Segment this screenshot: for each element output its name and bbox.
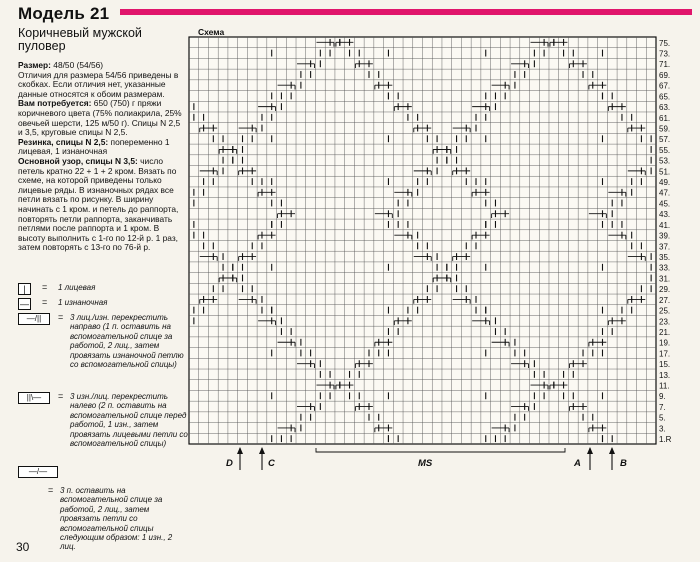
legend-text: 1 изнаночная [58,298,108,307]
row-number: 55. [659,145,671,155]
row-number: 61. [659,113,671,123]
row-number: 75. [659,38,671,48]
row-number: 63. [659,103,671,113]
row-number: 19. [659,338,671,348]
row-number: 67. [659,81,671,91]
rib-value: попеременно 1 лицевая, 1 изнаночная [18,136,170,157]
arrow-d-icon [237,447,243,454]
marker-c: C [268,458,275,469]
row-number: 27. [659,295,671,305]
materials-value: 650 (750) г пряжи коричневого цвета (75% полиакрила, 25% овечьей шерсти, 125 м/50 г). Спицы N 2,5 и 3,5, круговые спицы N 2,5. [18,98,182,138]
row-number: 17. [659,349,671,359]
legend-eq: = [58,312,64,322]
cross-right-symbol-icon: —/|| [18,313,50,325]
arrow-c-icon [259,447,265,454]
row-number: 71. [659,60,671,70]
row-number: 73. [659,49,671,59]
arrow-a-icon [587,447,593,454]
legend-text: 1 лицевая [58,283,96,292]
marker-b: B [620,458,627,469]
knit-symbol-icon: | [18,283,31,295]
row-number: 41. [659,220,671,230]
legend-text: 3 изн./лиц. перекрестить налево (2 п. оставить на вспомогательной спице перед работой, 1 изн., затем провязать лицевыми петли со вспомогательной спицы) [70,392,188,449]
repeat-bracket [316,448,565,452]
row-number: 11. [659,381,670,391]
row-number: 49. [659,178,671,188]
size-label: Размер: [18,60,51,70]
row-number: 39. [659,231,671,241]
legend-text: 3 п. оставить на вспомогательной спице за работой, 2 лиц., затем провязать петли со вспомогательной спицы следующим образом: 1 изн., 2 лиц. [60,486,173,552]
row-number: 35. [659,252,671,262]
row-number: 1.R [659,435,672,445]
marker-d: D [226,458,233,469]
legend-eq: = [42,282,48,292]
model-title: Модель 21 [18,4,110,23]
row-number: 25. [659,306,671,316]
cross-five-symbol-icon: —/— [18,466,58,478]
cross-left-symbol-icon: ||\— [18,392,50,404]
row-number: 69. [659,70,671,80]
row-number: 43. [659,210,671,220]
row-number: 15. [659,360,671,370]
purl-symbol-icon: — [20,299,29,309]
materials-label: Вам потребуется: [18,98,92,109]
legend-eq: = [48,485,54,495]
row-number: 57. [659,135,671,145]
chart-grid [189,37,656,444]
row-number: 45. [659,199,671,209]
row-number: 7. [659,402,666,412]
row-number: 9. [659,392,666,402]
row-number: 47. [659,188,671,198]
row-number: 31. [659,274,671,284]
row-number: 3. [659,424,666,434]
row-number: 65. [659,92,671,102]
row-number: 59. [659,124,671,134]
page-number: 30 [16,540,30,554]
rib-label: Резинка, спицы N 2,5: [18,136,109,147]
row-number: 53. [659,156,671,166]
row-number: 33. [659,263,671,273]
row-number: 29. [659,285,671,295]
pattern-value: число петель кратно 22 + 1 + 2 кром. Вязать по схеме, на которой приведены только лицевые ряды. В изнаночных рядах все петли вязать по рисунку. В ширину начинать с 1 кром. и петель до раппорта, повторять петли раппорта, заканчивать петлями после раппорта и 1 кром. В высоту выполнить с 1-го по 12-й р. 1 раз, затем повторять с 13-го по 76-й р. [18,155,179,253]
row-number: 37. [659,242,671,252]
pattern-label: Основной узор, спицы N 3,5: [18,155,138,166]
marker-a: A [574,458,581,469]
row-number: 23. [659,317,671,327]
row-number: 21. [659,327,671,337]
size-note: Отличия для размера 54/56 приведены в скобках. Если отличия нет, указанные данные относятся к обоим размерам. [18,69,179,99]
model-subtitle: Коричневый мужской пуловер [18,26,142,53]
legend-eq: = [42,297,48,307]
row-number: 13. [659,370,671,380]
row-number: 51. [659,167,671,177]
chart-row-numbers [659,39,672,444]
legend-text: 3 лиц./изн. перекрестить направо (1 п. оставить на вспомогательной спице за работой, 2 лиц., затем провязать изнаночной петлю со вспомогательной спицы) [70,313,184,370]
marker-ms: MS [418,458,433,469]
row-number: 5. [659,413,666,423]
schema-label: Схема [198,27,225,37]
arrow-b-icon [609,447,615,454]
legend-eq: = [58,391,64,401]
size-value: 48/50 (54/56) [50,60,104,70]
